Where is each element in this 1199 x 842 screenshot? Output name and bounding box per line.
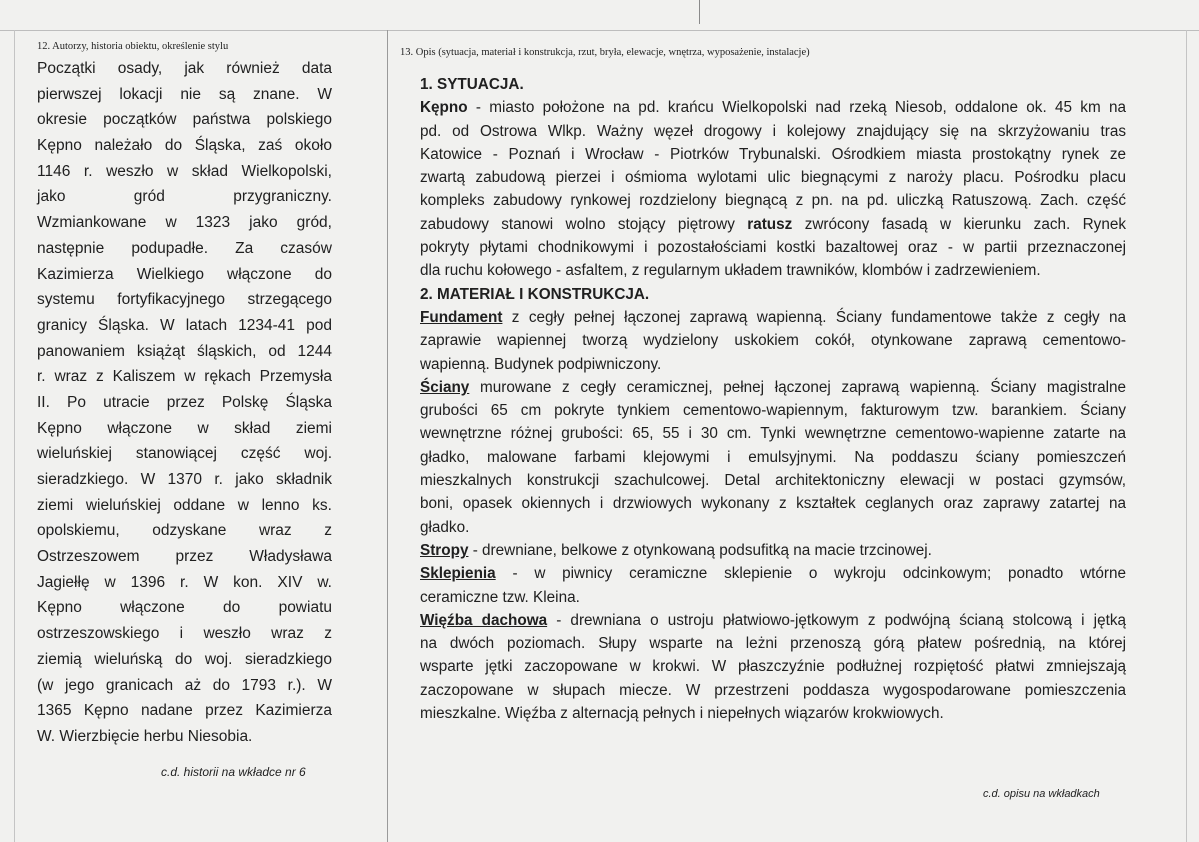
description-line: zaczopowane w słupach miecze. W przestrzeni poddasza wygospodarowane pomieszczenia bbox=[420, 681, 1126, 699]
history-line: W. Wierzbięcie herbu Niesobia. bbox=[37, 727, 253, 745]
history-line: okresie początków państwa polskiego bbox=[37, 111, 332, 129]
description-line bbox=[420, 213, 1126, 236]
history-line: sieradzkiego. W 1370 r. jako składnik bbox=[37, 471, 332, 488]
description-line bbox=[420, 609, 1126, 632]
description-line: boni, opasek okiennych i drzwiowych wykonany z kształtek ceglanych oraz zaprawy zatartej na bbox=[420, 495, 1126, 513]
history-line: Kazimierza Wielkiego włączone do bbox=[37, 265, 332, 283]
history-line: Kępno włączone do powiatu bbox=[37, 599, 332, 617]
description-line: mieszkalne. Więźba z alternacją pełnych i niepełnych wiązarów krokwiowych. bbox=[420, 705, 944, 723]
history-line: Jagiełłę w 1396 r. W kon. XIV w. bbox=[37, 573, 332, 591]
description-fragment: zabudowy stanowi wolno stojący piętrowy bbox=[420, 215, 748, 233]
history-text bbox=[37, 56, 332, 750]
description-fragment: murowane z cegły ceramicznej, pełnej łączonej zaprawą wapienną. Ściany magistralne bbox=[469, 378, 1126, 396]
description-fragment: - drewniana o ustroju płatwiowo-jętkowym z podwójną ścianą stolcową i jętką bbox=[547, 611, 1126, 629]
description-line bbox=[420, 306, 1126, 329]
foundation-label: Fundament bbox=[420, 308, 503, 326]
ceilings-label: Stropy bbox=[420, 541, 469, 559]
frame-right-line bbox=[1186, 30, 1187, 842]
description-line: dla ruchu kołowego - asfaltem, z regularnym układem trawników, klombów i zadrzewieniem. bbox=[420, 262, 1041, 280]
situation-heading: 1. SYTUACJA. bbox=[420, 76, 524, 93]
history-line: wieluńskiej stanowiącej część woj. bbox=[37, 445, 332, 463]
history-line: Kępno włączone w skład ziemi bbox=[37, 419, 332, 437]
history-continuation-note: c.d. historii na wkładce nr 6 bbox=[161, 765, 306, 779]
description-line: kompleks zabudowy rynkowej rozdzielony biegnącą z pn. na pd. uliczką Ratuszową. Zach. część bbox=[420, 192, 1126, 210]
history-line: panowaniem książąt śląskich, od 1244 bbox=[37, 342, 332, 360]
description-fragment: zwrócony fasadą w kierunku zach. Rynek bbox=[792, 215, 1126, 233]
history-line: Ostrzeszowem przez Władysława bbox=[37, 548, 332, 566]
description-line bbox=[420, 562, 1126, 585]
description-line bbox=[420, 96, 1126, 119]
right-section-caption: 13. Opis (sytuacja, materiał i konstrukcja, rzut, bryła, elewacje, wnętrza, wyposażenie, instalacje) bbox=[400, 47, 810, 58]
history-line: Początki osady, jak również data bbox=[37, 60, 332, 77]
history-line: 1365 Kępno nadane przez Kazimierza bbox=[37, 702, 332, 720]
description-text bbox=[420, 73, 1126, 725]
history-line: opolskiemu, odzyskane wraz z bbox=[37, 522, 332, 540]
description-line: grubości 65 cm pokryte tynkiem cementowo-wapiennym, fakturowym tzw. barankiem. Ściany bbox=[420, 402, 1126, 420]
description-line: wapienną. Budynek podpiwniczony. bbox=[420, 355, 662, 373]
description-line: ceramiczne tzw. Kleina. bbox=[420, 588, 580, 606]
town-name: Kępno bbox=[420, 99, 468, 117]
frame-left-line bbox=[14, 30, 15, 842]
description-line: wewnętrzne różnej grubości: 65, 55 i 30 cm. Tynki wewnętrzne cementowo-wapienne zatarte na bbox=[420, 425, 1126, 443]
frame-top-line bbox=[0, 30, 1199, 31]
history-line: II. Po utracie przez Polskę Śląska bbox=[37, 393, 332, 411]
history-line: granicy Śląska. W latach 1234-41 pod bbox=[37, 316, 332, 334]
description-fragment: - miasto położone na pd. krańcu Wielkopolski nad rzeką Niesob, oddalone ok. 45 km na bbox=[467, 99, 1126, 117]
roof-truss-label: Więźba dachowa bbox=[420, 611, 548, 629]
history-line: r. wraz z Kaliszem w rękach Przemysła bbox=[37, 368, 332, 386]
description-line: mieszkalnych konstrukcji szachulcowej. Detal architektoniczny elewacji w postaci gzymsów, bbox=[420, 472, 1126, 490]
left-section-caption: 12. Autorzy, historia obiektu, określenie stylu bbox=[37, 41, 229, 52]
description-line: Katowice - Poznań i Wrocław - Piotrków Trybunalski. Ośrodkiem miasta prostokątny rynek ze bbox=[420, 145, 1126, 163]
column-divider bbox=[387, 30, 388, 842]
vaults-label: Sklepienia bbox=[420, 565, 496, 583]
description-line: zaprawie wapiennej tworzą wydzielony uskokiem cokół, otynkowane zaprawą cementowo- bbox=[420, 332, 1126, 350]
description-line: zwartą zabudową pierzei i ośmioma wylotami ulic biegnącymi z naroży placu. Pośrodku placu bbox=[420, 169, 1126, 187]
town-hall-term: ratusz bbox=[747, 215, 793, 233]
history-line: (w jego granicach aż do 1793 r.). W bbox=[37, 676, 332, 694]
description-line: gładko, malowane farbami klejowymi i emulsyjnymi. Na poddaszu ściany pomieszczeń bbox=[420, 448, 1126, 466]
history-line: systemu fortyfikacyjnego strzegącego bbox=[37, 291, 332, 309]
history-line: następnie podupadłe. Za czasów bbox=[37, 239, 332, 257]
history-line: Wzmiankowane w 1323 jako gród, bbox=[37, 214, 332, 232]
history-line: ziemi wieluńskiej oddane w lenno ks. bbox=[37, 496, 332, 514]
history-line: Kępno należało do Śląska, zaś około bbox=[37, 137, 332, 155]
description-continuation-note: c.d. opisu na wkładkach bbox=[983, 788, 1100, 800]
history-line: pierwszej lokacji nie są znane. W bbox=[37, 85, 332, 103]
description-line bbox=[420, 376, 1126, 399]
fold-mark bbox=[699, 0, 700, 24]
material-heading: 2. MATERIAŁ I KONSTRUKCJA. bbox=[420, 285, 650, 303]
description-fragment: - w piwnicy ceramiczne sklepienie o wykroju odcinkowym; ponadto wtórne bbox=[495, 565, 1126, 583]
walls-label: Ściany bbox=[420, 378, 470, 396]
history-line: 1146 r. weszło w skład Wielkopolski, bbox=[37, 162, 332, 180]
description-line: pokryty płytami chodnikowymi i pozostałościami kostki bazaltowej oraz - w partii przeznaczonej bbox=[420, 239, 1126, 257]
history-line: ziemią wieluńską do woj. sieradzkiego bbox=[37, 650, 332, 668]
description-line: pd. od Ostrowa Wlkp. Ważny węzeł drogowy i kolejowy znajdujący się na skrzyżowaniu tras bbox=[420, 122, 1126, 140]
description-line: gładko. bbox=[420, 518, 470, 536]
description-line: na dwóch poziomach. Słupy wsparte na leżni przenoszą górą płatew pośrednią, na której bbox=[420, 635, 1126, 653]
description-fragment: - drewniane, belkowe z otynkowaną podsufitką na macie trzcinowej. bbox=[468, 541, 932, 559]
history-line: ostrzeszowskiego i weszło wraz z bbox=[37, 625, 332, 643]
description-line bbox=[420, 539, 1126, 562]
history-line: jako gród przygraniczny. bbox=[37, 188, 332, 206]
description-fragment: z cegły pełnej łączonej zaprawą wapienną. Ściany fundamentowe także z cegły na bbox=[502, 308, 1126, 326]
description-line: wsparte jętki zaczopowane w krokwi. W płaszczyźnie podłużnej rozpiętość płatwi zmniejszają bbox=[420, 658, 1126, 676]
